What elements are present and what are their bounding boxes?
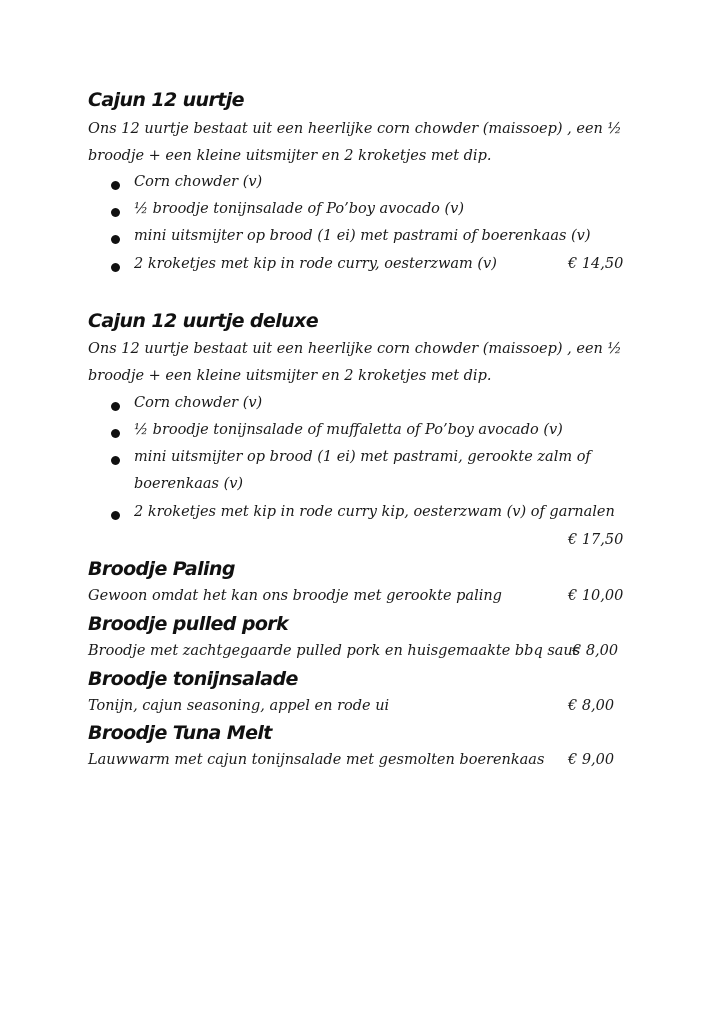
section-description-line: Gewoon omdat het kan ons broodje met gerookte paling (88, 588, 502, 604)
section-description-line: broodje + een kleine uitsmijter en 2 kroketjes met dip. (88, 368, 492, 384)
section-description-line: Tonijn, cajun seasoning, appel en rode ui (88, 698, 390, 714)
list-item: ½ broodje tonijnsalade of muffaletta of Po’boy avocado (v) (134, 422, 563, 438)
section-title-cajun-12-uurtje: Cajun 12 uurtje (88, 89, 244, 111)
bullet-icon (111, 429, 120, 438)
list-item-continuation: boerenkaas (v) (134, 476, 244, 492)
section-description-line: Ons 12 uurtje bestaat uit een heerlijke corn chowder (maissoep) , een ½ (88, 121, 622, 137)
price-label: € 10,00 (568, 588, 624, 604)
list-item: Corn chowder (v) (134, 395, 263, 411)
price-label: € 8,00 (572, 643, 619, 659)
bullet-icon (111, 402, 120, 411)
price-label: € 9,00 (568, 752, 615, 768)
bullet-icon (111, 263, 120, 272)
list-item: 2 kroketjes met kip in rode curry kip, oesterzwam (v) of garnalen (134, 504, 615, 520)
list-item: ½ broodje tonijnsalade of Po’boy avocado (v) (134, 201, 464, 217)
list-item: mini uitsmijter op brood (1 ei) met pastrami of boerenkaas (v) (134, 228, 591, 244)
price-label: € 17,50 (568, 532, 624, 548)
section-description-line: Lauwwarm met cajun tonijnsalade met gesmolten boerenkaas (88, 752, 545, 768)
bullet-icon (111, 235, 120, 244)
bullet-icon (111, 208, 120, 217)
section-description-line: broodje + een kleine uitsmijter en 2 kroketjes met dip. (88, 148, 492, 164)
bullet-icon (111, 181, 120, 190)
list-item: Corn chowder (v) (134, 174, 263, 190)
section-title-broodje-paling: Broodje Paling (88, 558, 235, 580)
list-item: mini uitsmijter op brood (1 ei) met pastrami, gerookte zalm of (134, 449, 591, 465)
section-title-cajun-12-uurtje-deluxe: Cajun 12 uurtje deluxe (88, 310, 318, 332)
section-description-line: Broodje met zachtgegaarde pulled pork en huisgemaakte bbq saus (88, 643, 581, 659)
section-title-broodje-tuna-melt: Broodje Tuna Melt (88, 722, 272, 744)
price-label: € 8,00 (568, 698, 615, 714)
price-label: € 14,50 (568, 256, 624, 272)
list-item: 2 kroketjes met kip in rode curry, oesterzwam (v) (134, 256, 497, 272)
section-title-broodje-tonijnsalade: Broodje tonijnsalade (88, 668, 298, 690)
section-title-broodje-pulled-pork: Broodje pulled pork (88, 613, 289, 635)
bullet-icon (111, 511, 120, 520)
section-description-line: Ons 12 uurtje bestaat uit een heerlijke corn chowder (maissoep) , een ½ (88, 341, 622, 357)
bullet-icon (111, 456, 120, 465)
